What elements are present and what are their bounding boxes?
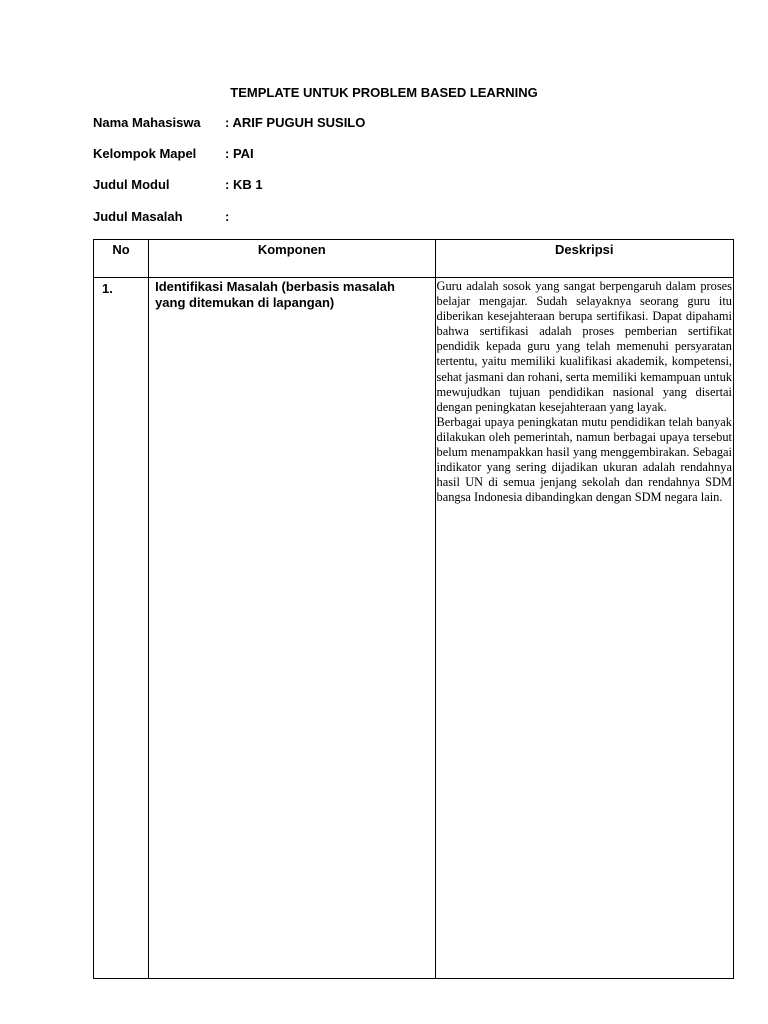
deskripsi-paragraph: Guru adalah sosok yang sangat berpengaruh dalam proses belajar mengajar. Sudah selayaknya seorang guru itu diberikan kesejahteraan berupa sertifikasi. Dapat dipahami bahwa sertifikasi adalah proses pemberian sertifikat pendidik kepada guru yang telah memenuhi persyaratan tertentu, yaitu memiliki kualifikasi akademik, kompetensi, sehat jasmani dan rohani, serta memiliki kemampuan untuk mewujudkan tujuan pendidikan nasional yang disertai dengan peningkatan kesejahteraan yang layak.: [436, 279, 732, 414]
cell-komponen: Identifikasi Masalah (berbasis masalah yang ditemukan di lapangan): [149, 278, 435, 979]
field-label: Nama Mahasiswa: [93, 115, 201, 130]
field-judul-modul: [93, 176, 263, 194]
document-title: TEMPLATE UNTUK PROBLEM BASED LEARNING: [230, 85, 538, 100]
field-value: : KB 1: [225, 177, 263, 192]
field-judul-masalah: [93, 208, 229, 226]
cell-deskripsi: [435, 278, 733, 979]
header-deskripsi: Deskripsi: [435, 240, 733, 278]
deskripsi-paragraph: Berbagai upaya peningkatan mutu pendidikan telah banyak dilakukan oleh pemerintah, namun berbagai upaya tersebut belum menampakkan hasil yang menggembirakan. Sebagai indikator yang sering dijadikan ukuran adalah rendahnya hasil UN di semua jenjang sekolah dan rendahnya SDM bangsa Indonesia dibandingkan dengan SDM negara lain.: [436, 414, 732, 505]
table-row: [94, 278, 734, 979]
field-value: : ARIF PUGUH SUSILO: [225, 115, 366, 130]
pbl-table: [93, 239, 734, 979]
field-value: :: [225, 209, 230, 224]
field-kelompok-mapel: [93, 145, 254, 163]
header-komponen: Komponen: [149, 240, 435, 278]
field-label: Kelompok Mapel: [93, 146, 197, 161]
cell-no: 1.: [94, 278, 149, 979]
field-value: : PAI: [225, 146, 254, 161]
field-label: Judul Modul: [93, 177, 170, 192]
table-header-row: [94, 240, 734, 278]
header-no: No: [94, 240, 149, 278]
field-label: Judul Masalah: [93, 209, 183, 224]
field-nama-mahasiswa: [93, 114, 365, 132]
